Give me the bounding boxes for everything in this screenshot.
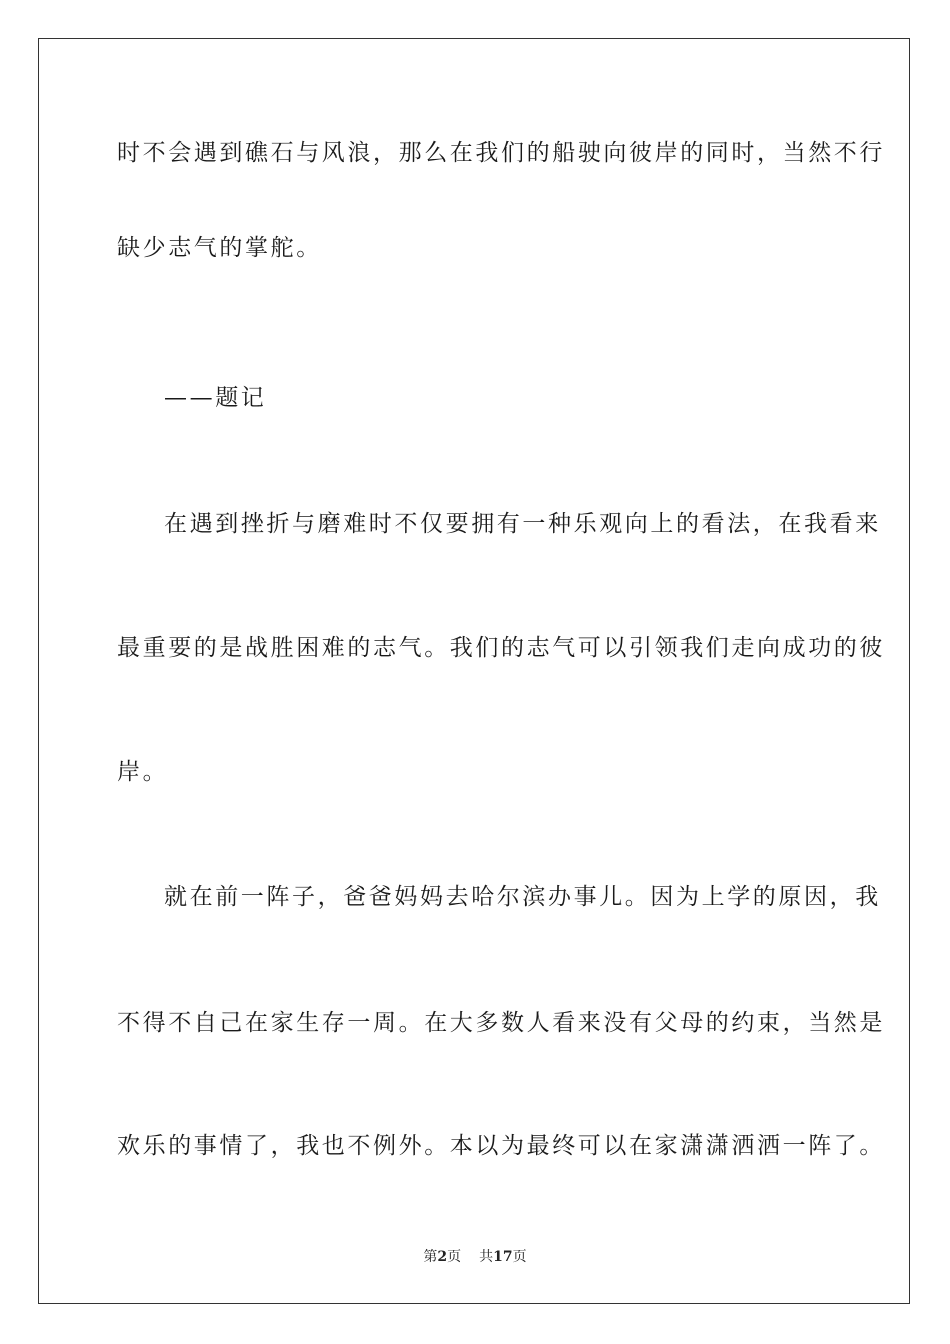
page-number: 2 <box>437 1249 448 1265</box>
total-prefix: 共 <box>479 1249 494 1265</box>
text-line-8: 不得不自己在家生存一周。在大多数人看来没有父母的约束，当然是 <box>117 1010 885 1036</box>
total-pages: 17 <box>493 1249 513 1265</box>
text-line-5: 最重要的是战胜困难的志气。我们的志气可以引领我们走向成功的彼 <box>117 635 885 661</box>
text-line-1: 时不会遇到礁石与风浪，那么在我们的船驶向彼岸的同时，当然不行 <box>117 140 885 166</box>
text-line-9: 欢乐的事情了，我也不例外。本以为最终可以在家潇潇洒洒一阵了。 <box>117 1133 885 1159</box>
epigraph-attribution: ——题记 <box>164 385 267 411</box>
page-border <box>38 38 910 1304</box>
text-line-7: 就在前一阵子，爸爸妈妈去哈尔滨办事儿。因为上学的原因，我 <box>164 884 881 910</box>
page-prefix: 第 <box>423 1249 438 1265</box>
text-line-4: 在遇到挫折与磨难时不仅要拥有一种乐观向上的看法，在我看来 <box>164 511 881 537</box>
page-footer <box>0 1248 950 1266</box>
total-suffix: 页 <box>512 1249 527 1265</box>
page-suffix: 页 <box>447 1249 462 1265</box>
text-line-2: 缺少志气的掌舵。 <box>117 235 322 261</box>
text-line-6: 岸。 <box>117 759 169 785</box>
